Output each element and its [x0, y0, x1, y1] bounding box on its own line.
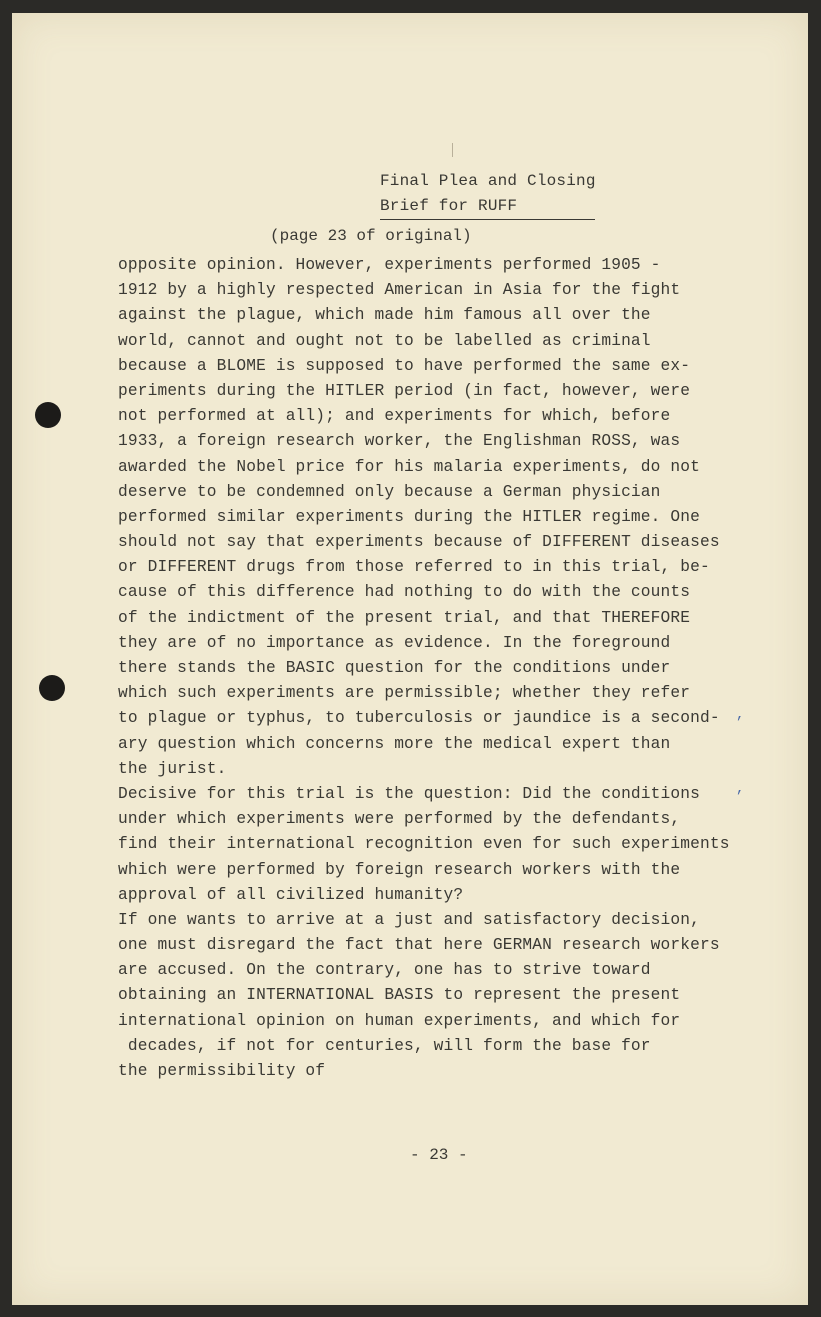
body-line: world, cannot and ought not to be labelled as criminal [118, 331, 651, 350]
body-line: Decisive for this trial is the question: Did the conditions [118, 784, 700, 803]
punch-hole-top [35, 402, 61, 428]
body-line: the permissibility of [118, 1062, 326, 1080]
body-line: which such experiments are permissible; whether they refer [118, 684, 691, 703]
document-heading [380, 169, 596, 220]
body-line: awarded the Nobel price for his malaria experiments, do not [118, 457, 700, 476]
body-line: which were performed by foreign research workers with the [118, 860, 681, 879]
body-line: to plague or typhus, to tuberculosis or jaundice is a second- [118, 709, 720, 728]
body-line: because a BLOME is supposed to have performed the same ex- [118, 356, 691, 375]
margin-tick [452, 143, 453, 157]
body-line: ary question which concerns more the medical expert than [118, 734, 671, 753]
body-line: decades, if not for centuries, will form the base for [118, 1036, 651, 1055]
body-line: periments during the HITLER period (in fact, however, were [118, 381, 691, 400]
body-line: find their international recognition even for such experiments [118, 835, 730, 854]
heading-line-2: Brief for RUFF [380, 194, 595, 220]
body-line: one must disregard the fact that here GERMAN research workers [118, 936, 720, 955]
body-line: approval of all civilized humanity? [118, 885, 464, 904]
body-line: or DIFFERENT drugs from those referred to in this trial, be- [118, 558, 710, 577]
margin-mark: , [736, 781, 745, 797]
body-line: the jurist. [118, 759, 227, 778]
heading-line-1: Final Plea and Closing [380, 172, 596, 190]
body-line: 1912 by a highly respected American in Asia for the fight [118, 281, 681, 300]
body-line: should not say that experiments because of DIFFERENT diseases [118, 533, 720, 552]
body-line: opposite opinion. However, experiments performed 1905 - [118, 256, 661, 274]
body-line: there stands the BASIC question for the conditions under [118, 659, 671, 677]
body-line: cause of this difference had nothing to do with the counts [118, 583, 691, 602]
body-line: If one wants to arrive at a just and satisfactory decision, [118, 910, 700, 929]
body-line: deserve to be condemned only because a German physician [118, 482, 661, 501]
body-line: obtaining an INTERNATIONAL BASIS to represent the present [118, 986, 681, 1005]
body-line: of the indictment of the present trial, and that THEREFORE [118, 608, 691, 627]
body-line: they are of no importance as evidence. In the foreground [118, 633, 671, 652]
body-line: not performed at all); and experiments for which, before [118, 407, 671, 426]
body-line: 1933, a foreign research worker, the Englishman ROSS, was [118, 432, 681, 451]
body-line: international opinion on human experiments, and which for [118, 1011, 681, 1030]
body-line: are accused. On the contrary, one has to strive toward [118, 961, 651, 980]
body-line: against the plague, which made him famous all over the [118, 306, 651, 325]
body-line: performed similar experiments during the HITLER regime. One [118, 507, 700, 526]
margin-mark: , [736, 707, 745, 723]
body-text [118, 253, 758, 1084]
punch-hole-bottom [39, 675, 65, 701]
body-line: under which experiments were performed by the defendants, [118, 810, 681, 829]
original-page-reference: (page 23 of original) [270, 227, 472, 245]
document-page [12, 13, 808, 1305]
page-number: - 23 - [410, 1146, 468, 1164]
